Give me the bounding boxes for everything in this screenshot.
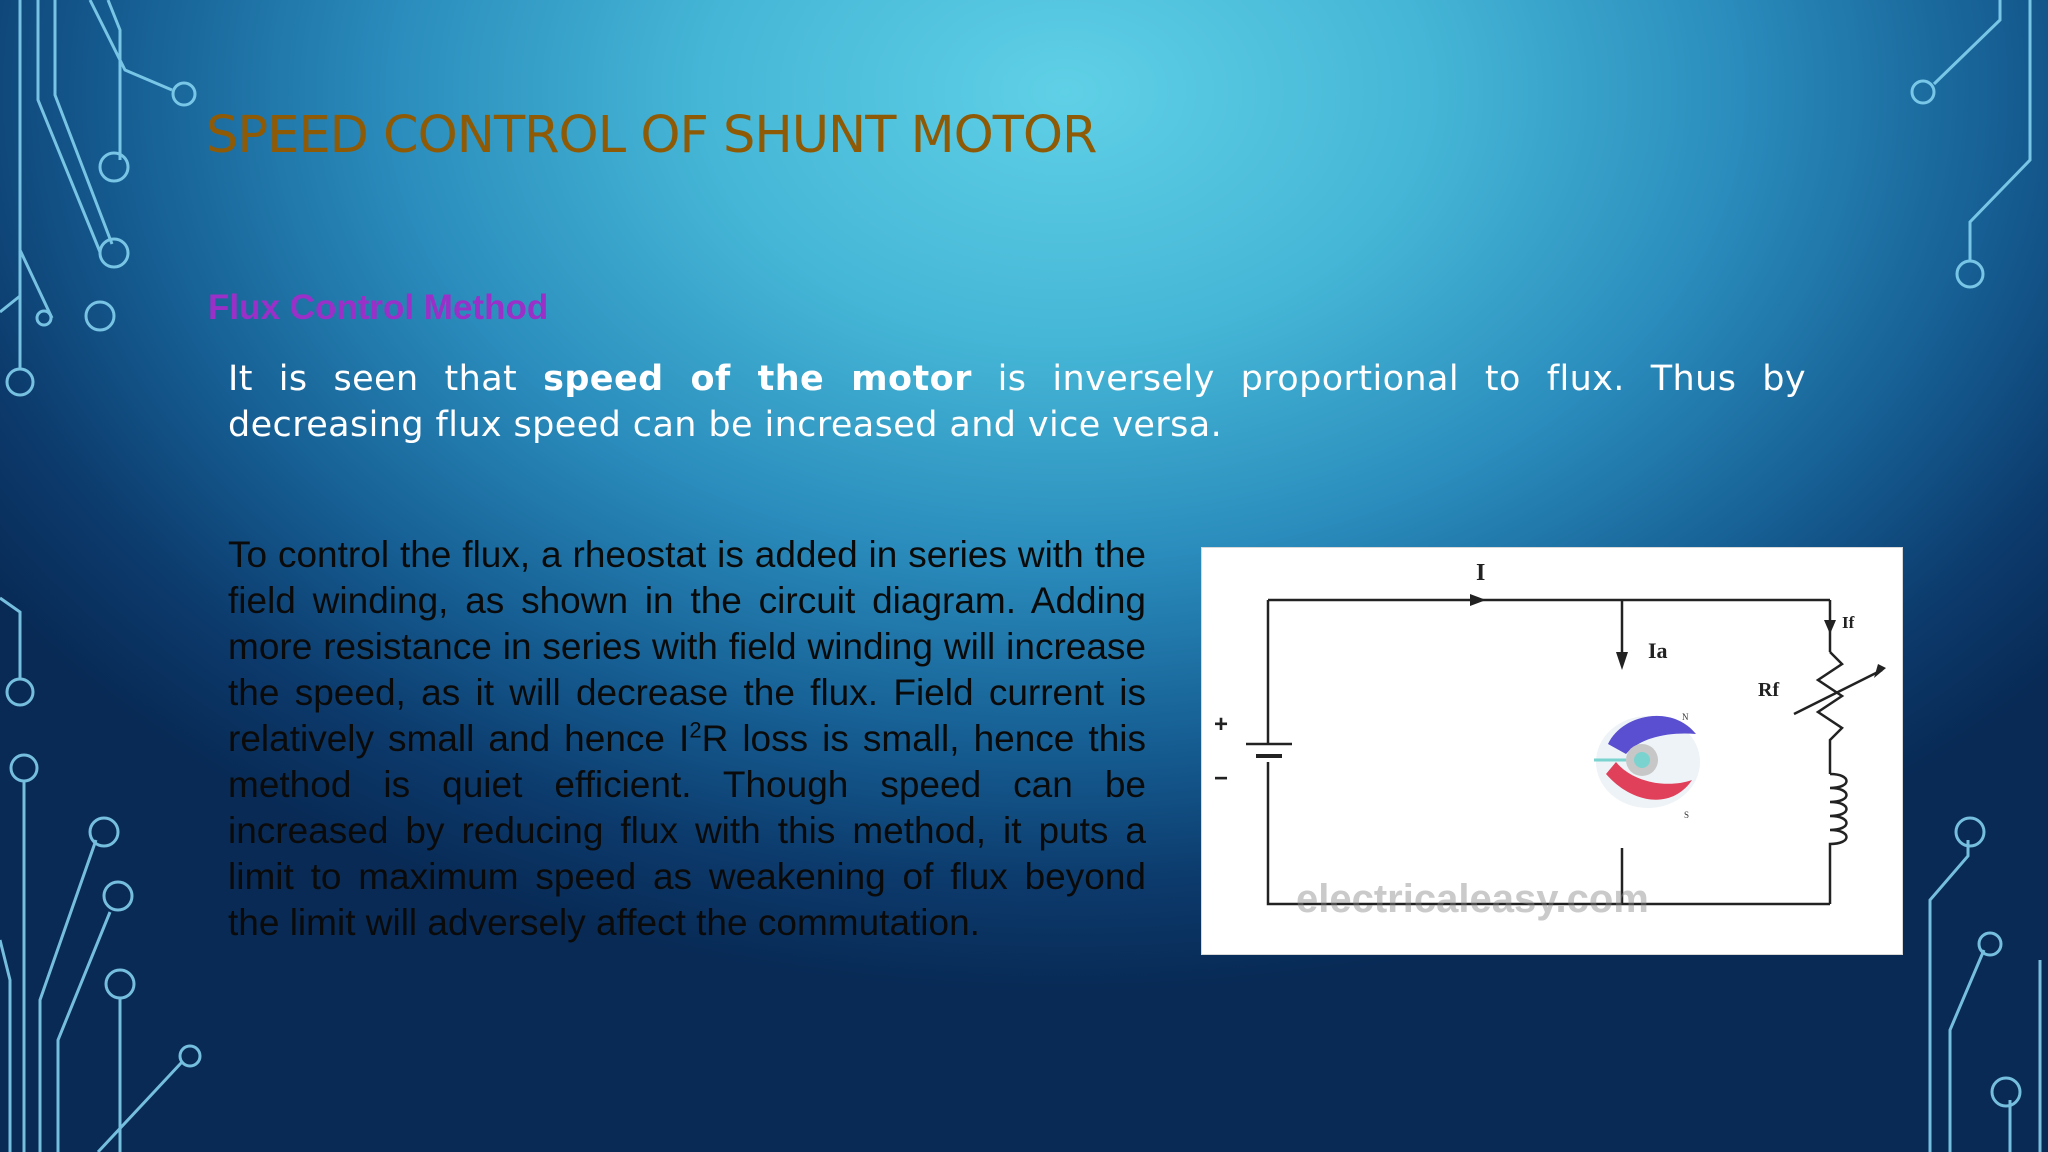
section-heading: Flux Control Method [208,288,549,327]
battery-plus-sign: + [1214,711,1229,738]
intro-text-start: It is seen that [228,359,544,399]
label-I: I [1476,560,1486,586]
field-coil [1830,774,1847,904]
superscript-two: 2 [689,717,702,743]
intro-text-end: is inversely proportional to flux. Thus by decreasing flux speed can be increased and vice versa. [228,359,1807,445]
motor-icon [1594,716,1700,808]
intro-paragraph [228,356,1806,448]
current-arrow-Ia [1616,652,1628,670]
body-text-end: R loss is small, hence this method is quiet efficient. Though speed can be increased by reducing flux with this method, it puts a limit to maximum speed as weakening of flux beyond the limit will adversely affect the commutation. [228,718,1146,943]
slide-title: SPEED CONTROL OF SHUNT MOTOR [206,106,1097,165]
rheostat-symbol [1818,652,1842,774]
rheostat-arrow [1794,670,1882,714]
battery-minus-sign: − [1214,765,1229,792]
motor-pole-n: N [1682,712,1689,722]
current-arrow-I [1470,594,1486,606]
intro-text-bold: speed of the motor [543,359,972,399]
body-paragraph [228,532,1146,946]
circuit-diagram [1202,548,1902,954]
body-text-start: To control the flux, a rheostat is added in series with the field winding, as shown in the circuit diagram. Adding more resistance in series with field winding will increase the speed, as it will decrease the flux. Field current is relatively small and hence I [228,534,1146,759]
motor-pole-s: S [1684,810,1690,820]
rheostat-arrow-head [1874,664,1886,678]
watermark: electricaleasy.com [1296,877,1649,921]
circuit-diagram-svg [1202,548,1902,954]
current-arrow-If [1824,620,1836,634]
label-If: If [1842,613,1855,632]
label-Ia: Ia [1648,638,1668,663]
label-Rf: Rf [1758,679,1780,701]
